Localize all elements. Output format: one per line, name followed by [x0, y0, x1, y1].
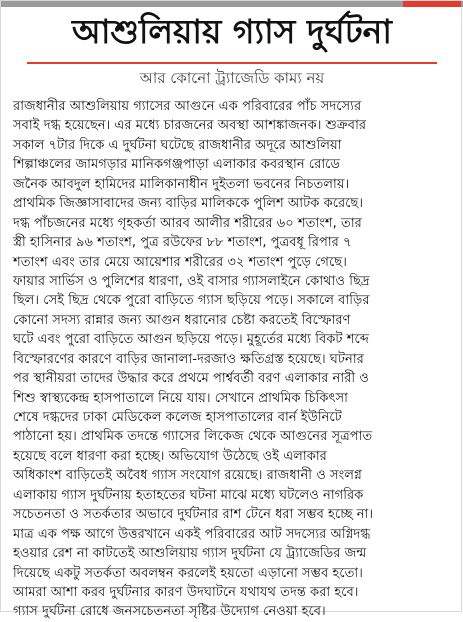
article-headline: আশুলিয়ায় গ্যাস দুর্ঘটনা — [72, 12, 392, 51]
body-line: দগ্ধ পাঁচজনের মধ্যে গৃহকর্তা আরব আলীর শরীরের ৬০ শতাংশ, তার — [13, 215, 362, 231]
body-line: রাজধানীর আশুলিয়ায় গ্যাসের আগুনে এক পরিবারের পাঁচ সদস্যের — [13, 99, 362, 114]
body-line: ছিল। সেই ছিদ্র থেকে পুরো বাড়িতে গ্যাস ছড়িয়ে পড়ে। সকালে বাড়ির — [13, 293, 370, 309]
top-red-accent — [403, 1, 461, 7]
body-line: শতাংশ এবং তার মেয়ে আয়েশার শরীরের ৩২ শতাংশ পুড়ে গেছে। — [13, 254, 347, 270]
subheadline-rule — [27, 62, 437, 64]
body-line: দিয়েছে একটু সতর্কতা অবলম্বন করলেই হয়তো এড়ানো সম্ভব হতো। — [13, 565, 363, 581]
body-line: স্ত্রী হাসিনার ৯৬ শতাংশ, পুত্র রউফের ৮৮ শতাংশ, পুত্রবধূ রিপার ৭ — [13, 235, 352, 251]
body-line: পাঠানো হয়। প্রাথমিক তদন্তে গ্যাসের লিকেজ থেকে আগুনের সূত্রপাত — [13, 429, 373, 445]
body-line: শিল্পাঞ্চলের জামগড়ার মানিকগঞ্জপাড়া এলাকার কবরস্থান রোডে — [13, 157, 341, 173]
article-body — [13, 97, 451, 620]
body-line: আমরা আশা করব দুর্ঘটনার কারণ উদঘাটনে যথাযথ তদন্ত করা হবে। — [13, 584, 359, 600]
body-line: হয়েছে বলে ধারণা করা হচ্ছে। অভিযোগ উঠেছে ওই এলাকার — [13, 448, 327, 464]
body-line: শিশু স্বাস্থ্যকেন্দ্র হাসপাতালে নিয়ে যায়। সেখানে প্রাথমিক চিকিৎসা — [13, 390, 348, 406]
body-line: সকাল ৭টার দিকে এ দুর্ঘটনা ঘটেছে রাজধানীর অদূরে আশুলিয়া — [13, 137, 342, 153]
top-gray-rule — [1, 1, 463, 7]
body-line: মাত্র এক পক্ষ আগে উত্তরখানে একই পরিবারের আট সদস্যের অগ্নিদগ্ধ — [13, 526, 371, 542]
body-line: হওয়ার রেশ না কাটতেই আশুলিয়ায় গ্যাস দুর্ঘটনা যে ট্র্যাজেডির জন্ম — [13, 546, 367, 562]
body-line: প্রাথমিক জিজ্ঞাসাবাদের জন্য বাড়ির মালিককে পুলিশ আটক করেছে। — [13, 196, 364, 212]
body-line: সচেতনতা ও সতর্কতার অভাবে দুর্ঘটনার রাশ টেনে ধরা সম্ভব হচ্ছে না। — [13, 507, 374, 523]
body-line: জনৈক আবদুল হামিদের মালিকানাধীন দুইতলা ভবনের নিচতলায়। — [13, 176, 350, 192]
body-line: কোনো সদস্য রান্নার জন্য আগুন ধরানোর চেষ্টা করতেই বিস্ফোরণ — [13, 312, 351, 328]
body-line: সবাই দগ্ধ হয়েছেন। এর মধ্যে চারজনের অবস্থা আশঙ্কাজনক। শুক্রবার — [13, 118, 367, 134]
body-line: গ্যাস দুর্ঘটনা রোধে জনসচেতনতা সৃষ্টির উদ্যোগ নেওয়া হবে। — [13, 604, 326, 620]
body-line: বিস্ফোরণের কারণে বাড়ির জানালা-দরজাও ক্ষতিগ্রস্ত হয়েছে। ঘটনার — [13, 351, 364, 367]
body-line: ফায়ার সার্ভিস ও পুলিশের ধারণা, ওই বাসার গ্যাসলাইনে কোথাও ছিদ্র — [13, 273, 370, 289]
body-line: ঘটে এবং পুরো বাড়িতে আগুন ছড়িয়ে পড়ে। মুহূর্তের মধ্যে বিকট শব্দে — [13, 332, 369, 348]
body-line: শেষে দগ্ধদের ঢাকা মেডিকেল কলেজ হাসপাতালের বার্ন ইউনিটে — [13, 410, 342, 425]
article-subheadline: আর কোনো ট্র্যাজেডি কাম্য নয় — [139, 69, 325, 87]
body-line: পর স্থানীয়রা তাদের উদ্ধার করে প্রথমে পার্শ্ববর্তী বরণ এলাকার নারী ও — [13, 371, 369, 387]
body-line: অধিকাংশ বাড়িতেই অবৈধ গ্যাস সংযোগ রয়েছে। রাজধানী ও সংলগ্ন — [13, 468, 362, 484]
body-line: এলাকায় গ্যাস দুর্ঘটনায় হতাহতের ঘটনা মাঝে মধ্যে ঘটলেও নাগরিক — [13, 487, 364, 503]
